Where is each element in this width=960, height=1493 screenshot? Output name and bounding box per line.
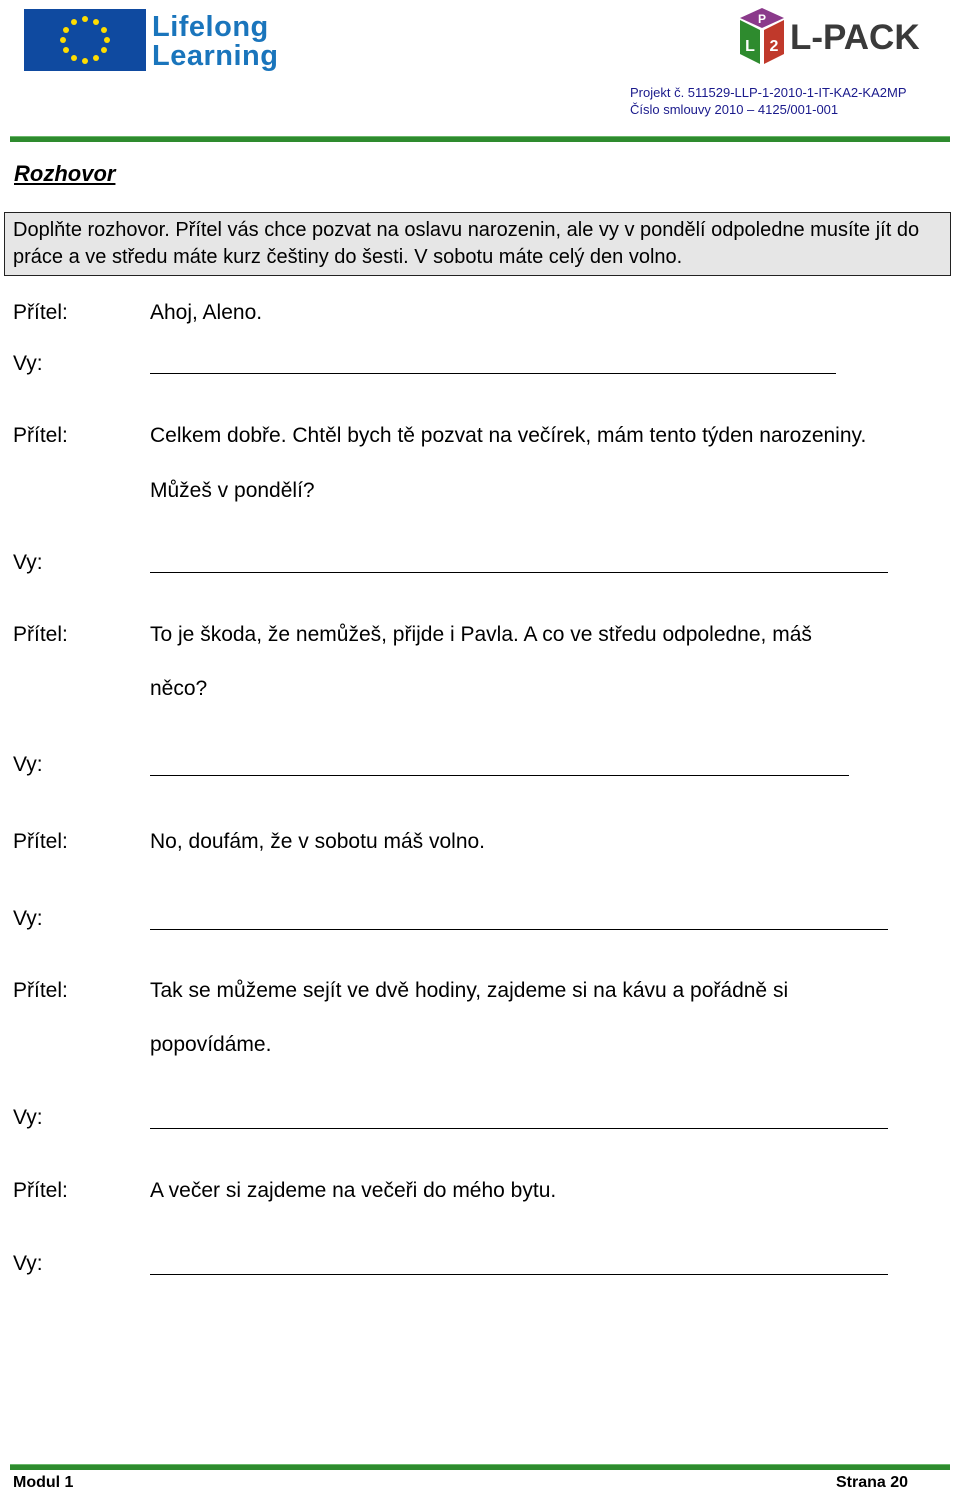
instructions-box: Doplňte rozhovor. Přítel vás chce pozvat na oslavu narozenin, ale vy v pondělí odpoledne musíte jít do práce a ve středu máte kurz češtiny do šesti. V sobotu máte celý den volno. [4,212,951,276]
cube-icon [734,6,790,68]
dialogue-line: To je škoda, že nemůžeš, přijde i Pavla. A co ve středu odpoledne, máš [150,623,812,646]
logo-text-lifelong: Lifelong [152,11,269,43]
speaker-label: Přítel: [13,830,68,853]
speaker-label: Přítel: [13,424,68,447]
dialogue-line: No, doufám, že v sobotu máš volno. [150,830,486,853]
project-number: Projekt č. 511529-LLP-1-2010-1-IT-KA2-KA2MP [630,85,907,100]
section-title: Rozhovor [14,161,116,186]
dialogue-line: něco? [150,677,208,700]
l-pack-logo [734,6,934,68]
dialogue-line: Tak se můžeme sejít ve dvě hodiny, zajdeme si na kávu a pořádně si [150,979,789,1002]
contract-number: Číslo smlouvy 2010 – 4125/001-001 [630,102,839,117]
cube-letter-l: L [745,38,755,55]
answer-blank[interactable] [150,929,888,930]
answer-blank[interactable] [150,1274,888,1275]
dialogue-line: Můžeš v pondělí? [150,479,315,502]
footer-divider [10,1464,950,1470]
speaker-label: Vy: [13,753,43,776]
speaker-label: Vy: [13,352,43,375]
speaker-label: Přítel: [13,301,68,324]
speaker-label: Přítel: [13,623,68,646]
dialogue-line: Celkem dobře. Chtěl bych tě pozvat na večírek, mám tento týden narozeniny. [150,424,867,447]
dialogue-line: popovídáme. [150,1033,272,1056]
header-divider [10,136,950,142]
answer-blank[interactable] [150,373,836,374]
speaker-label: Vy: [13,907,43,930]
speaker-label: Vy: [13,1106,43,1129]
l-pack-logo-text: L-PACK [790,18,920,57]
eu-stars-icon [24,9,146,71]
answer-blank[interactable] [150,572,888,573]
answer-blank[interactable] [150,1128,888,1129]
speaker-label: Přítel: [13,1179,68,1202]
dialogue-line: A večer si zajdeme na večeři do mého bytu. [150,1179,557,1202]
answer-blank[interactable] [150,775,849,776]
lifelong-learning-logo [22,9,308,81]
footer-module: Modul 1 [13,1474,74,1491]
speaker-label: Vy: [13,551,43,574]
project-info [630,84,907,118]
speaker-label: Přítel: [13,979,68,1002]
footer-page-number: Strana 20 [836,1474,909,1491]
speaker-label: Vy: [13,1252,43,1275]
cube-letter-p: P [757,12,767,26]
cube-letter-2: 2 [769,38,779,55]
logo-text-learning: Learning [152,40,279,72]
eu-flag-icon [24,9,146,71]
dialogue-line: Ahoj, Aleno. [150,301,263,324]
